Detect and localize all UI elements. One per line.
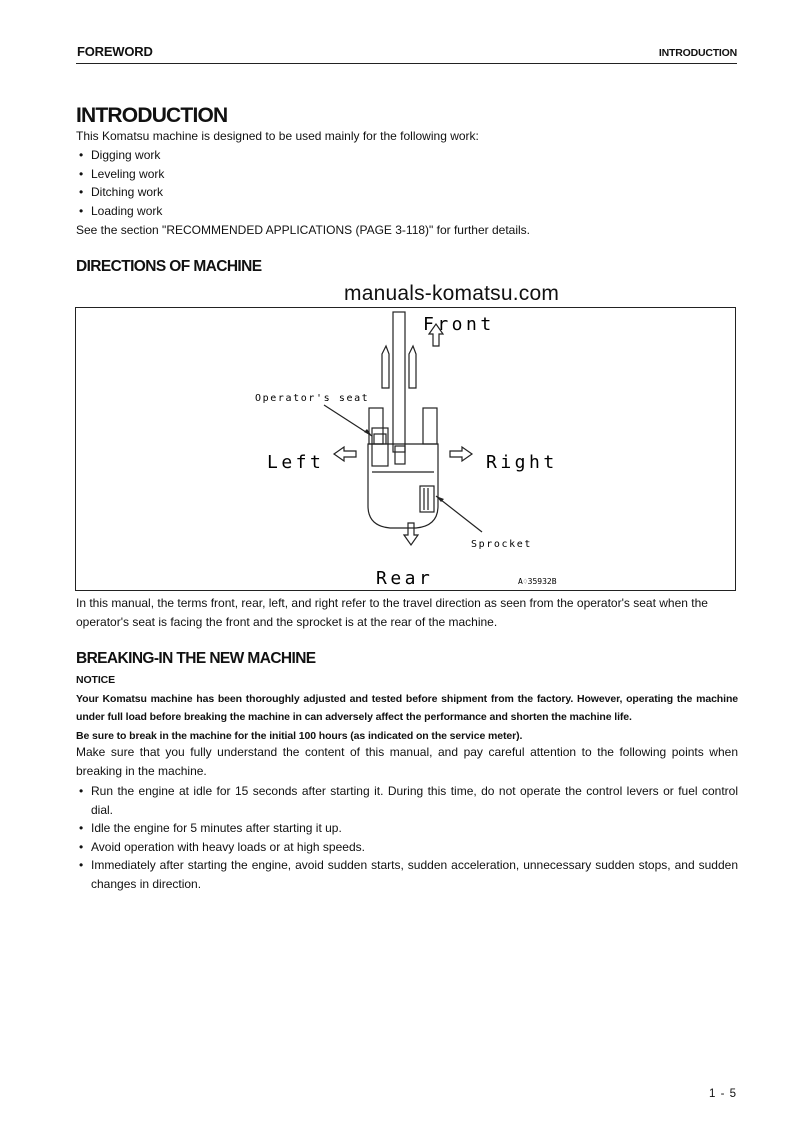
list-item: • Digging work [76, 146, 738, 165]
notice-text: Your Komatsu machine has been thoroughly adjusted and tested before shipment from the factory. However, operating the machine under full load before breaking the machine in can adversely affect the performance and shorten the machine life. [76, 693, 738, 724]
seat-back-shape [374, 434, 386, 444]
rear-label: Rear [376, 568, 434, 589]
sprocket-leader-line [436, 496, 482, 532]
rear-arrow-icon [404, 523, 418, 545]
right-arrow-icon [450, 447, 472, 461]
directions-caption: In this manual, the terms front, rear, left, and right refer to the travel direction as seen from the operator's seat when the operator's seat is facing the front and the sprocket is at the rear of the machine. [76, 596, 708, 629]
cab-shape [395, 446, 405, 464]
operator-seat-label: Operator's seat [255, 393, 370, 404]
blade-right-shape [423, 408, 437, 444]
right-label: Right [486, 452, 558, 473]
page-number: 1 - 5 [708, 1088, 737, 1100]
header-divider [76, 63, 737, 64]
sprocket-shape [420, 486, 434, 512]
list-item: • Ditching work [76, 183, 738, 202]
header-section-label: FOREWORD [77, 44, 153, 59]
breaking-in-heading: BREAKING-IN THE NEW MACHINE [76, 650, 316, 667]
list-item: • Loading work [76, 202, 738, 221]
arm-shape [393, 312, 405, 452]
notice-label: NOTICE [76, 674, 116, 686]
introduction-heading: INTRODUCTION [76, 104, 228, 127]
list-item: • Run the engine at idle for 15 seconds after starting it. During this time, do not operate the control levers or fuel control dial. [76, 782, 738, 819]
introduction-lead: This Komatsu machine is designed to be used mainly for the following work: [76, 129, 479, 143]
left-arrow-icon [334, 447, 356, 461]
left-label: Left [267, 452, 325, 473]
sprocket-teeth [424, 488, 428, 510]
operator-seat-leader-arrowhead [364, 429, 372, 436]
work-type-list [76, 146, 738, 220]
breaking-in-list [76, 782, 738, 894]
bucket-left-shape [382, 346, 389, 388]
front-label: Front [423, 314, 495, 335]
watermark-text: manuals-komatsu.com [344, 282, 560, 305]
directions-heading: DIRECTIONS OF MACHINE [76, 258, 262, 275]
directions-figure [75, 307, 736, 591]
bucket-right-shape [409, 346, 416, 388]
see-section-reference: See the section "RECOMMENDED APPLICATIONS (PAGE 3-118)" for further details. [76, 223, 531, 237]
list-item: • Leveling work [76, 165, 738, 184]
list-item: • Idle the engine for 5 minutes after starting it up. [76, 819, 738, 838]
header-chapter-label: INTRODUCTION [658, 47, 737, 59]
list-item: • Avoid operation with heavy loads or at high speeds. [76, 838, 738, 857]
notice-text-2: Be sure to break in the machine for the initial 100 hours (as indicated on the service meter). [76, 730, 523, 742]
sprocket-label: Sprocket [471, 539, 532, 550]
breaking-in-intro: Make sure that you fully understand the content of this manual, and pay careful attention to the following points when breaking in the machine. [76, 745, 738, 778]
list-item: • Immediately after starting the engine, avoid sudden starts, sudden acceleration, unnecessary sudden stops, and sudden changes in direction. [76, 856, 738, 893]
figure-code: A♢35932B [518, 577, 557, 586]
machine-direction-diagram [76, 308, 735, 590]
blade-left-shape [369, 408, 383, 444]
